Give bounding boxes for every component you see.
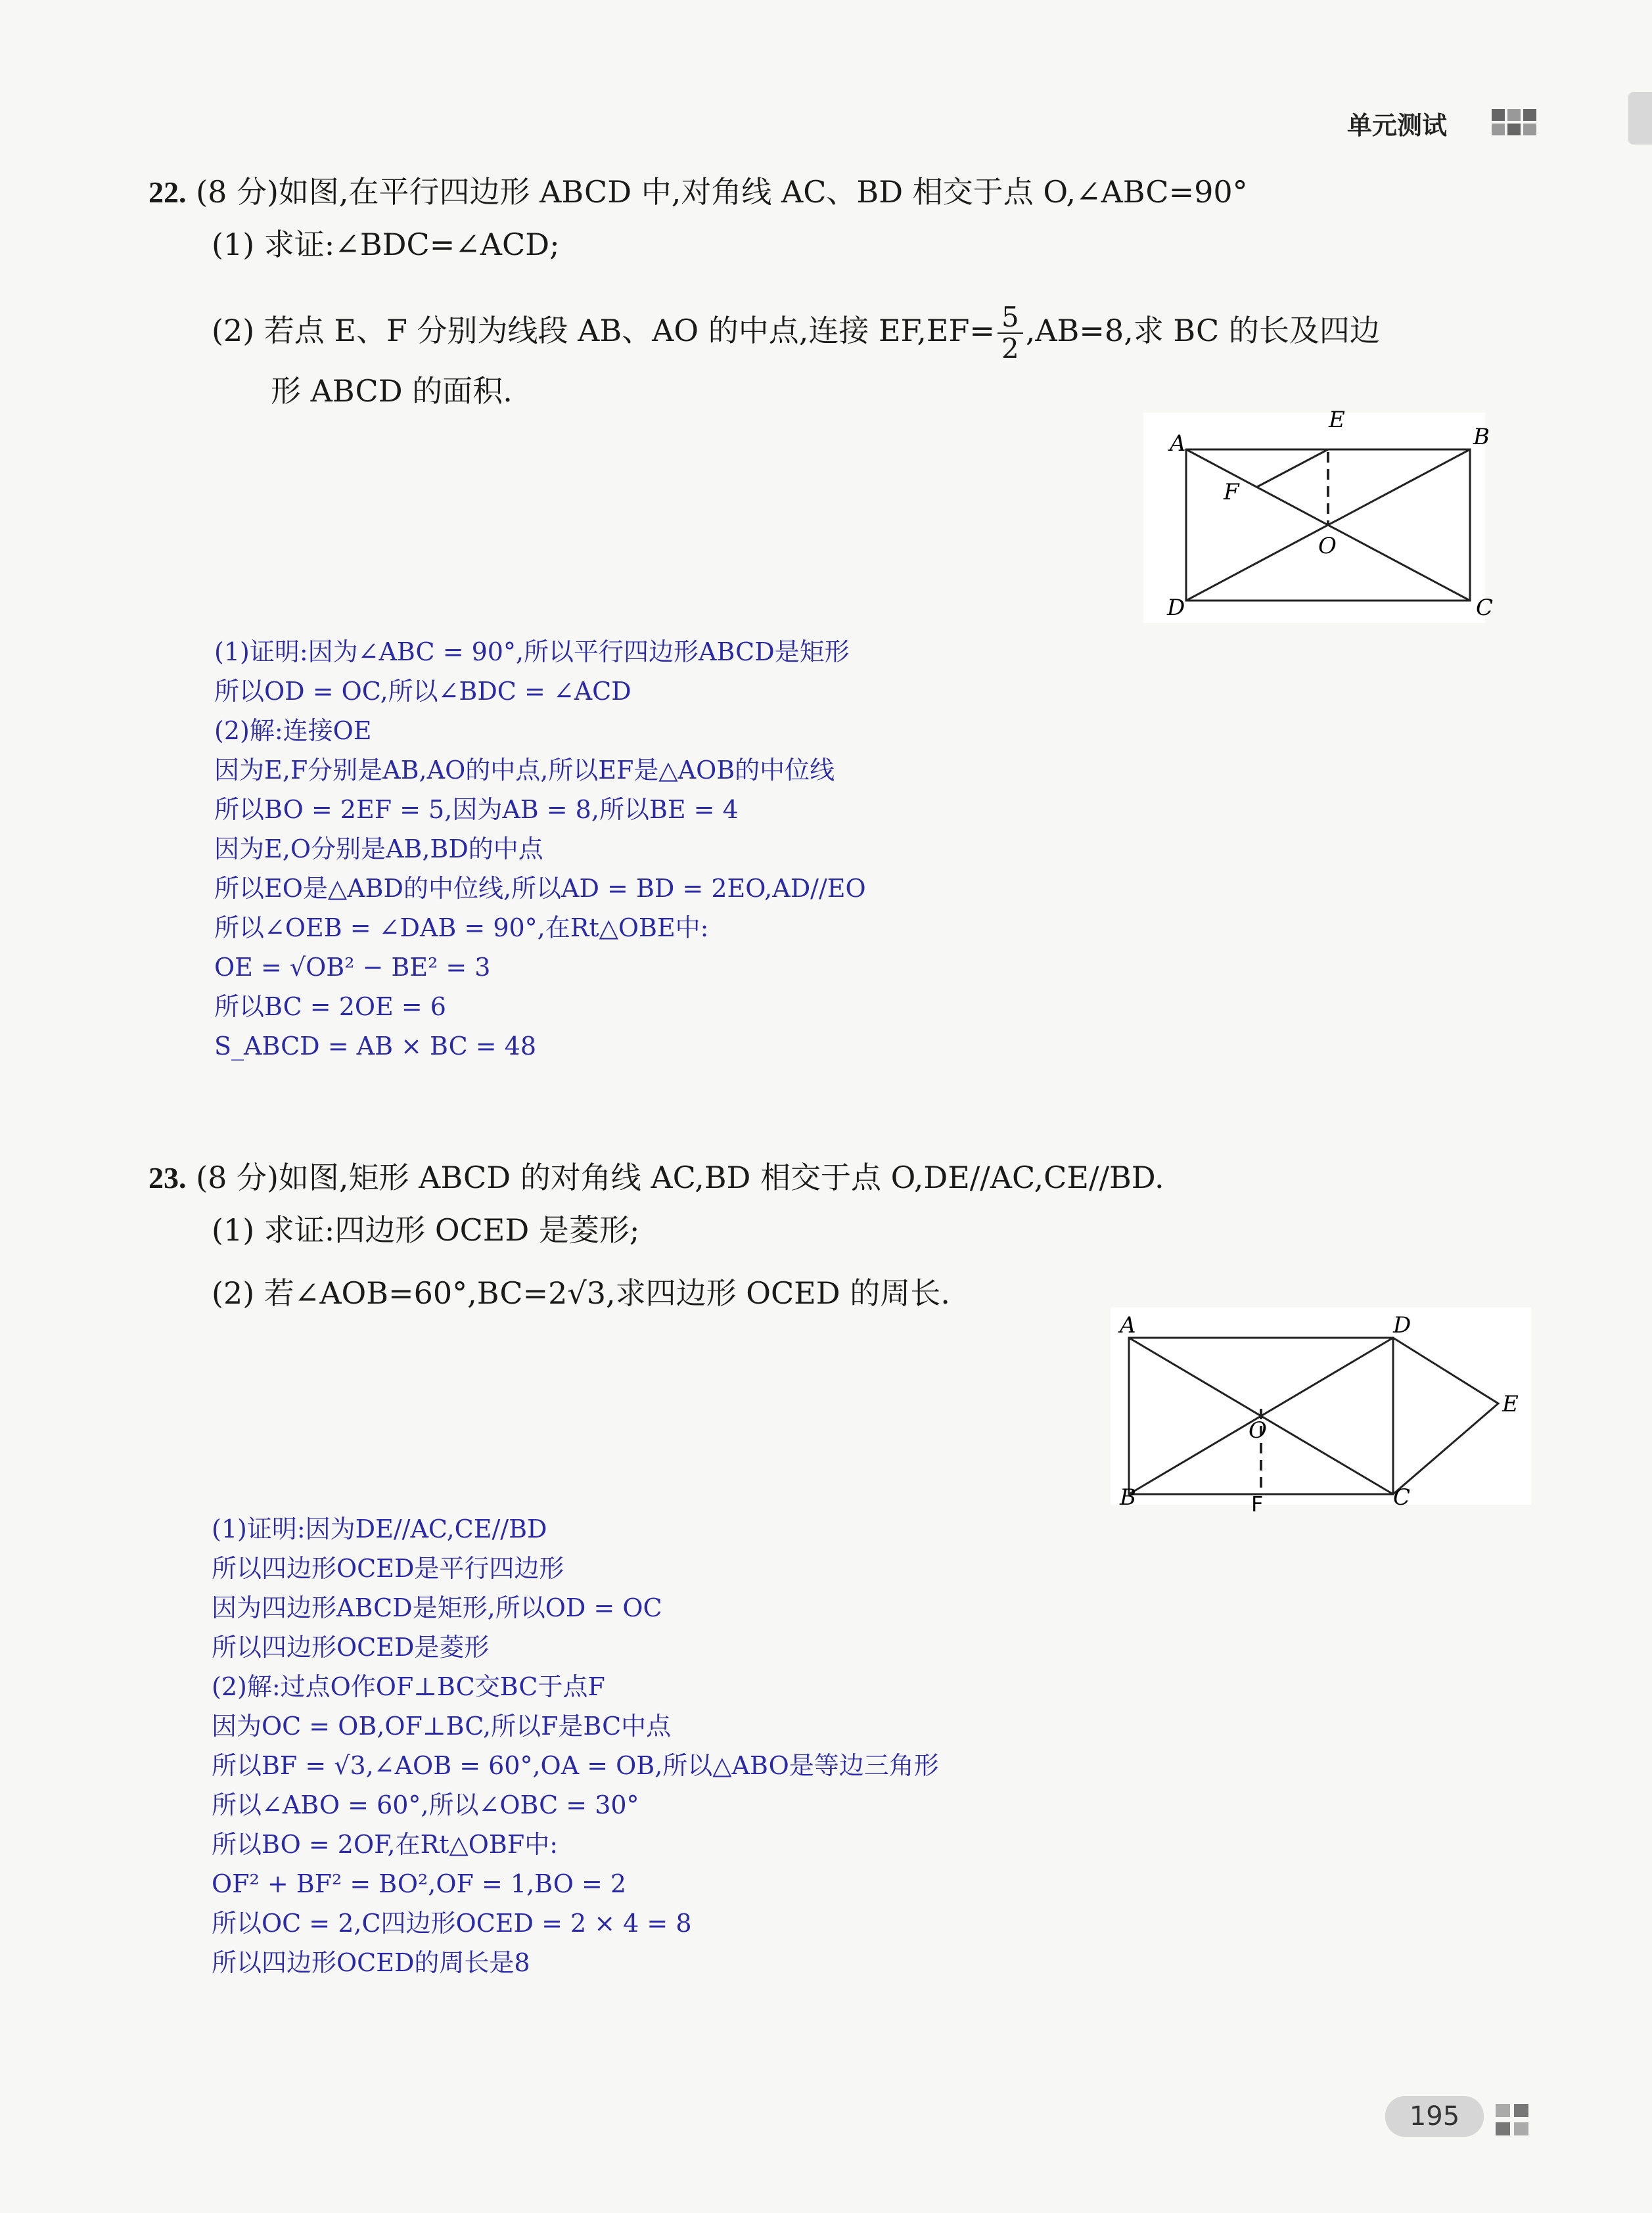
q22-stem: [149, 172, 1248, 212]
q22-answer-line-9: OE = √OB² − BE² = 3: [214, 953, 491, 982]
q22-answer-line-6: 因为E,O分别是AB,BD的中点: [214, 834, 543, 863]
q23-answer-line-6: 因为OC = OB,OF⊥BC,所以F是BC中点: [212, 1712, 672, 1741]
q22-answer: [214, 632, 866, 1066]
label-a: A: [1120, 1312, 1136, 1338]
label-f: F: [1224, 479, 1239, 505]
q22-line1: (8 分)如图,在平行四边形 ABCD 中,对角线 AC、BD 相交于点 O,∠ABC=90°: [196, 174, 1248, 210]
label-o: O: [1318, 533, 1337, 559]
q23-answer-line-4: 所以四边形OCED是菱形: [212, 1633, 490, 1662]
q22-answer-line-5: 所以BO = 2EF = 5,因为AB = 8,所以BE = 4: [214, 795, 739, 824]
q23-answer-line-5: (2)解:过点O作OF⊥BC交BC于点F: [212, 1672, 605, 1701]
q22-answer-line-10: 所以BC = 2OE = 6: [214, 992, 446, 1021]
q23-answer: [212, 1509, 939, 1982]
label-c: C: [1393, 1484, 1411, 1511]
q22-answer-line-7: 所以EO是△ABD的中位线,所以AD = BD = 2EO,AD//EO: [214, 874, 866, 903]
q23-part1: (1) 求证:四边形 OCED 是菱形;: [212, 1212, 640, 1248]
q22-answer-line-8: 所以∠OEB = ∠DAB = 90°,在Rt△OBE中:: [214, 913, 709, 942]
label-f: F: [1251, 1492, 1264, 1517]
q22-part2-c: 形 ABCD 的面积.: [271, 373, 513, 409]
q23-answer-line-3: 因为四边形ABCD是矩形,所以OD = OC: [212, 1593, 662, 1622]
q22-part1: (1) 求证:∠BDC=∠ACD;: [212, 227, 560, 262]
label-b: B: [1473, 424, 1490, 450]
q23-answer-line-12: 所以四边形OCED的周长是8: [212, 1948, 530, 1977]
q22-part2-b: ,AB=8,求 BC 的长及四边: [1025, 313, 1380, 348]
label-e: E: [1502, 1391, 1519, 1417]
q22-fraction: [998, 302, 1023, 364]
q22-answer-line-11: S_ABCD = AB × BC = 48: [214, 1032, 537, 1061]
q22-answer-line-4: 因为E,F分别是AB,AO的中点,所以EF是△AOB的中位线: [214, 756, 835, 785]
header-decoration-icon: [1492, 109, 1539, 138]
label-a: A: [1170, 430, 1186, 457]
footer-decoration-icon: [1496, 2104, 1538, 2139]
label-d: D: [1167, 595, 1185, 621]
q22-frac-num: 5: [998, 302, 1023, 334]
q23-part2: (2) 若∠AOB=60°,BC=2√3,求四边形 OCED 的周长.: [212, 1275, 950, 1311]
q23-line1: (8 分)如图,矩形 ABCD 的对角线 AC,BD 相交于点 O,DE//AC,CE//BD.: [196, 1160, 1164, 1195]
q23-answer-line-2: 所以四边形OCED是平行四边形: [212, 1554, 564, 1583]
q22-answer-line-3: (2)解:连接OE: [214, 716, 372, 745]
page-edge-tab: [1628, 92, 1652, 145]
q23-answer-line-8: 所以∠ABO = 60°,所以∠OBC = 30°: [212, 1791, 639, 1819]
q23-answer-line-1: (1)证明:因为DE//AC,CE//BD: [212, 1515, 547, 1543]
q22-part2-a: (2) 若点 E、F 分别为线段 AB、AO 的中点,连接 EF,EF=: [212, 313, 995, 348]
label-b: B: [1120, 1484, 1136, 1511]
q23-answer-line-7: 所以BF = √3,∠AOB = 60°,OA = OB,所以△ABO是等边三角形: [212, 1751, 939, 1780]
label-d: D: [1393, 1312, 1411, 1338]
q22-answer-line-2: 所以OD = OC,所以∠BDC = ∠ACD: [214, 677, 631, 706]
q22-answer-line-1: (1)证明:因为∠ABC = 90°,所以平行四边形ABCD是矩形: [214, 637, 850, 666]
q23-answer-line-9: 所以BO = 2OF,在Rt△OBF中:: [212, 1830, 558, 1859]
q23-answer-line-10: OF² + BF² = BO²,OF = 1,BO = 2: [212, 1869, 627, 1898]
label-e: E: [1329, 407, 1345, 433]
section-title: 单元测试: [1347, 111, 1448, 140]
page-number: 195: [1385, 2096, 1484, 2137]
q23-figure: [1111, 1308, 1531, 1517]
q22-figure: [1143, 407, 1494, 623]
label-c: C: [1476, 595, 1494, 621]
q22-number: 22.: [149, 175, 187, 209]
q23-number: 23.: [149, 1161, 187, 1195]
q22-frac-den: 2: [1001, 332, 1019, 365]
q23-stem: [149, 1158, 1164, 1198]
q22-part2: [212, 302, 1380, 364]
label-o: O: [1249, 1417, 1267, 1444]
q23-answer-line-11: 所以OC = 2,C四边形OCED = 2 × 4 = 8: [212, 1909, 692, 1938]
